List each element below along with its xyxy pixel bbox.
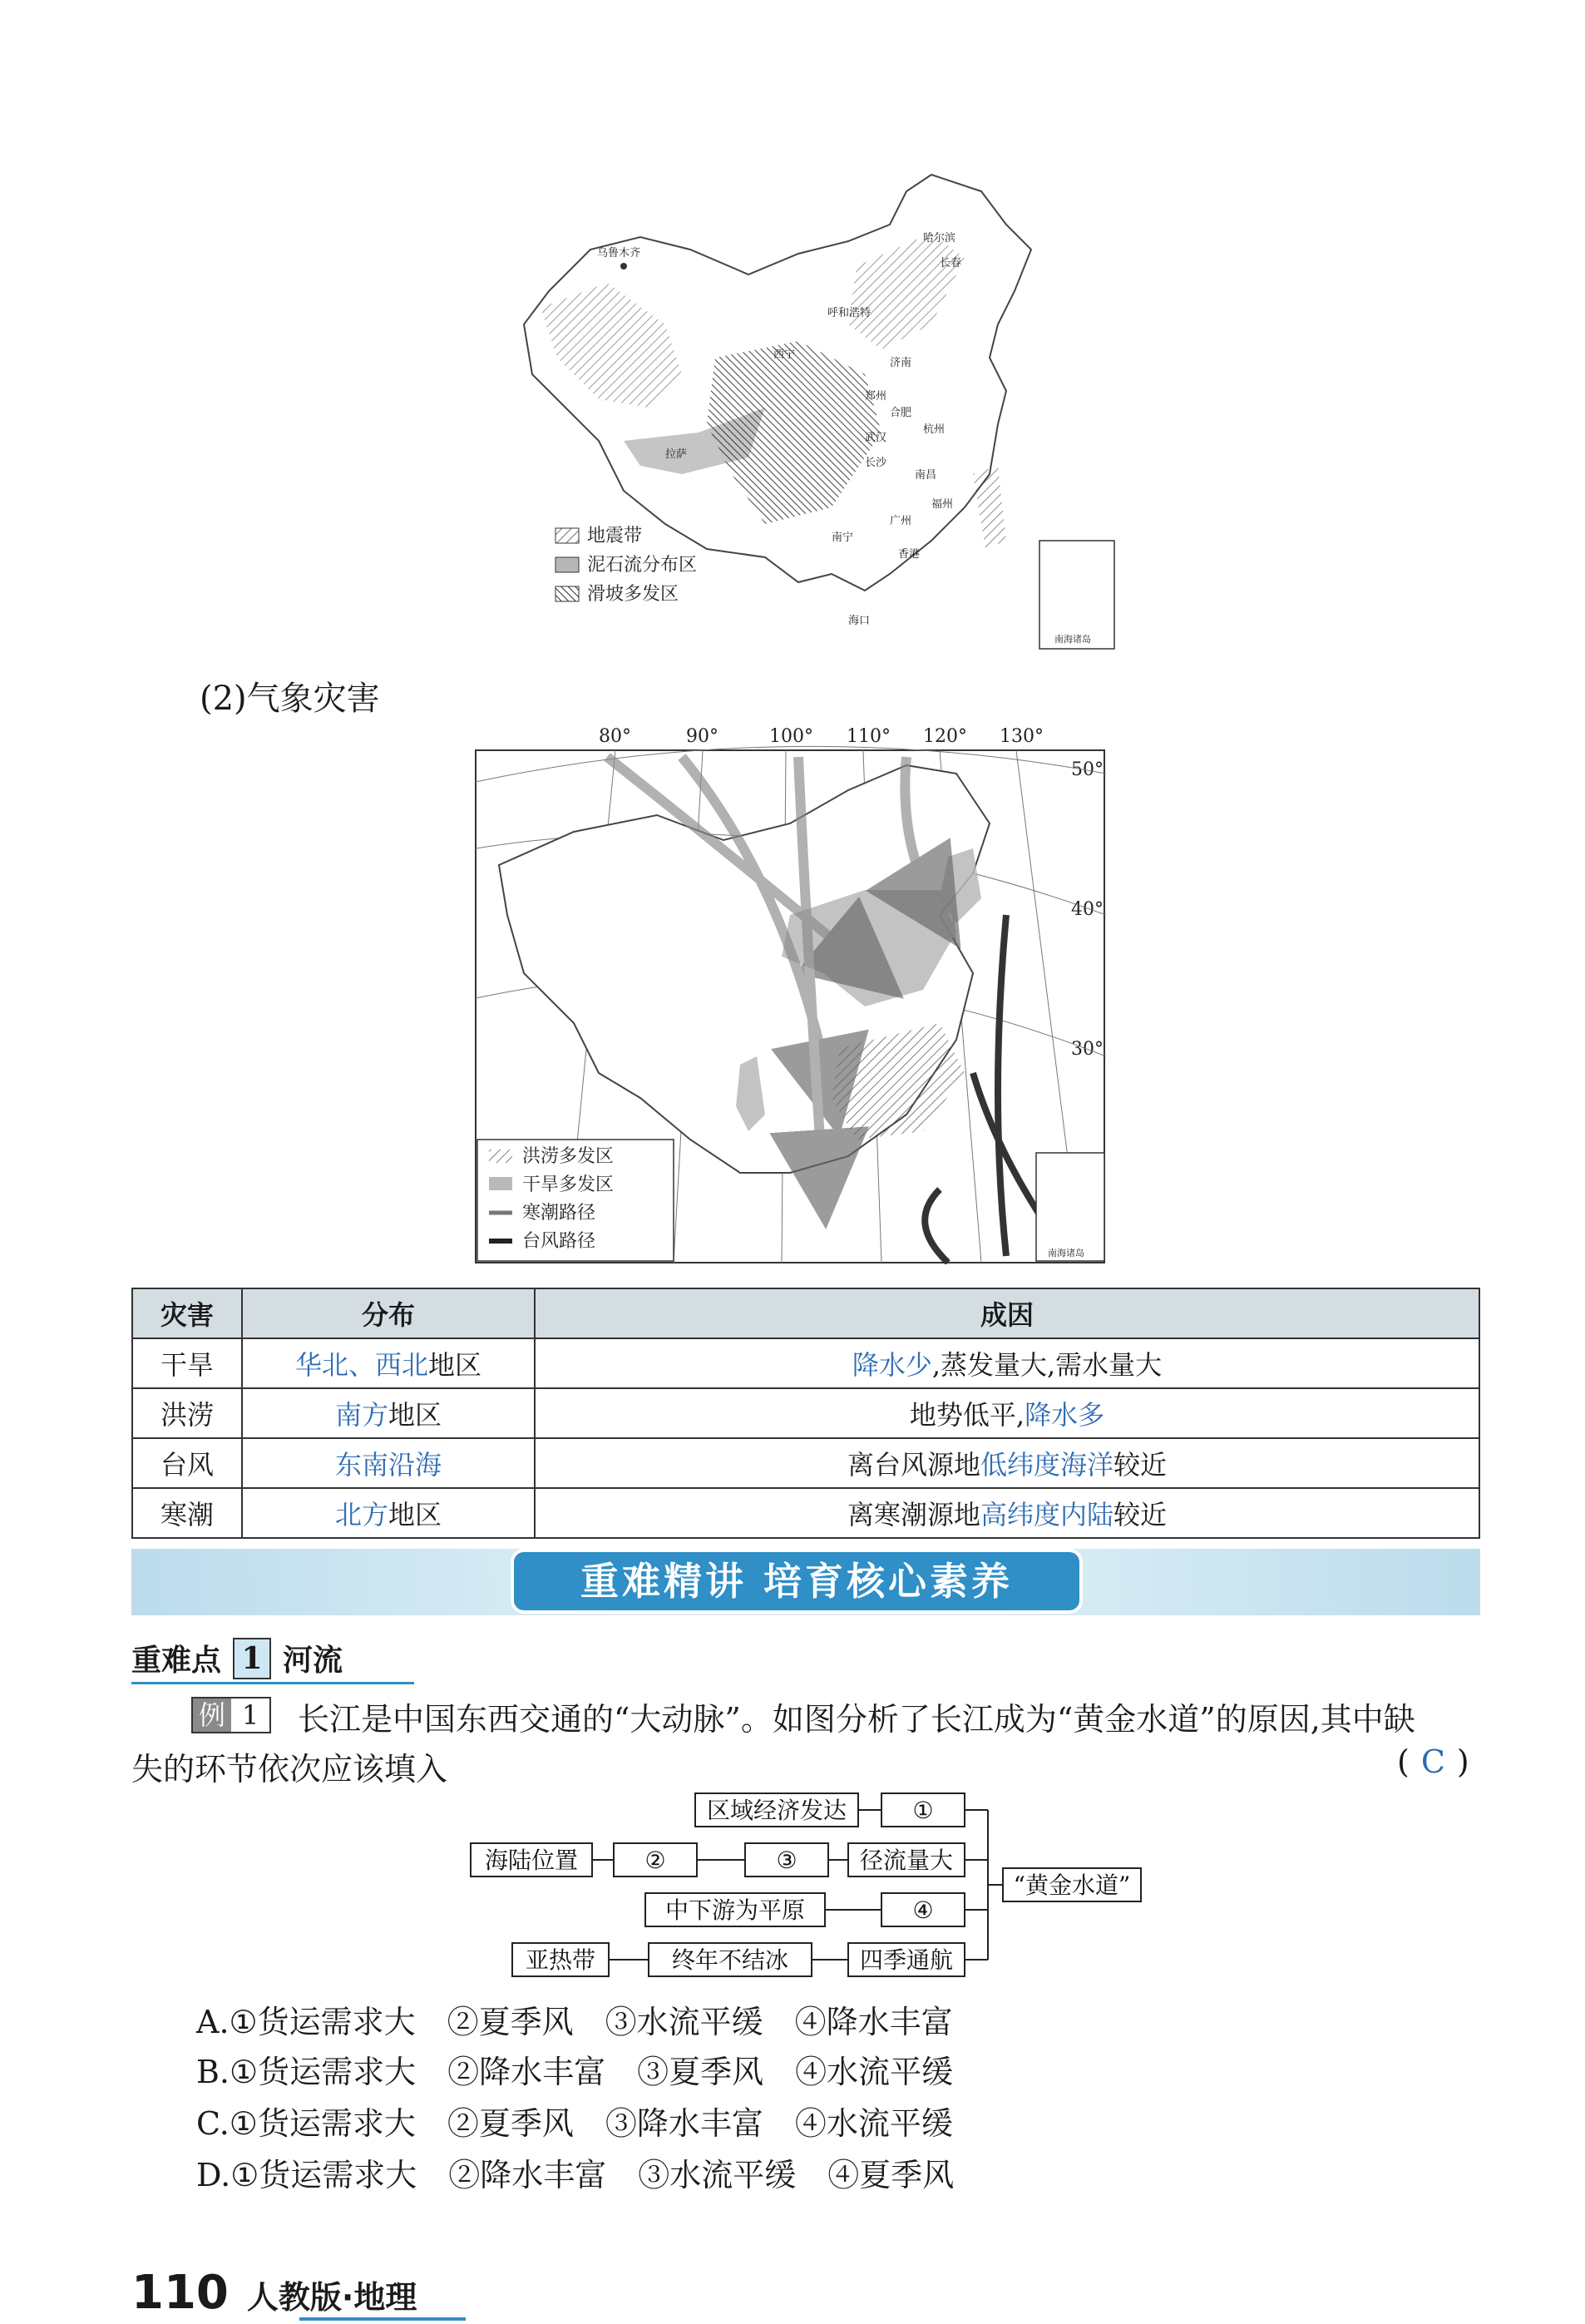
svg-text:30°: 30° [1071,1039,1104,1060]
publisher-label: 人教版·地理 [246,2279,417,2316]
flow-box-location: 海陆位置 [484,1847,579,1874]
svg-text:100°: 100° [769,726,813,747]
option-d: D.①货运需求大 ②降水丰富 ③水流平缓 ④夏季风 [196,2157,955,2193]
map1-inset [1039,541,1114,649]
flow-blank-2: ② [644,1847,666,1874]
svg-text:90°: 90° [686,726,718,747]
meteorological-disaster-map [474,724,1106,1264]
city-label: 哈尔滨 [923,232,956,245]
option-a: A.①货运需求大 ②夏季风 ③水流平缓 ④降水丰富 [196,2004,953,2040]
question-text-line2: 失的环节依次应该填入 [131,1751,448,1788]
legend-mudflow: 泥石流分布区 [587,555,698,576]
col-header-cause: 成因 [535,1288,1479,1338]
city-label: 南昌 [915,469,937,482]
city-label: 长沙 [865,457,887,469]
page-number: 110 [131,2266,229,2320]
key-point-heading [131,1637,343,1679]
question-answer: ( C ) [1397,1743,1469,1780]
flow-blank-3: ③ [776,1847,797,1874]
svg-text:南海诸岛: 南海诸岛 [1048,1248,1084,1258]
city-label: 西宁 [773,349,796,361]
legend-flood: 洪涝多发区 [522,1146,615,1167]
city-label: 长春 [940,257,962,269]
city-label: 南宁 [832,532,854,544]
legend-seismic: 地震带 [587,526,643,546]
svg-text:80°: 80° [599,726,631,747]
col-header-distribution: 分布 [242,1288,535,1338]
divider [131,1682,414,1684]
city-label: 海口 [848,615,871,627]
table-row: 干旱 华北、西北地区 降水少,蒸发量大,需水量大 [132,1338,1479,1388]
table-header-row [132,1288,1479,1338]
key-point-number: 1 [233,1638,271,1679]
question-text-line1: 长江是中国东西交通的“大动脉”。如图分析了长江成为“黄金水道”的原因,其中缺 [298,1701,1415,1738]
option-c: C.①货运需求大 ②夏季风 ③降水丰富 ④水流平缓 [196,2105,953,2142]
flow-blank-1: ① [912,1797,934,1824]
legend-drought: 干旱多发区 [522,1174,615,1195]
flow-box-subtropic: 亚热带 [525,1946,596,1974]
map2-legend [477,1140,674,1261]
table-row: 台风 东南沿海 离台风源地低纬度海洋较近 [132,1438,1479,1488]
city-label: 福州 [931,498,954,511]
map1-legend [555,526,697,605]
flow-box-plain: 中下游为平原 [664,1896,806,1924]
key-point-label: 重难点 [131,1644,222,1678]
city-dot [620,263,627,269]
city-label: 乌鲁木齐 [597,247,641,260]
svg-text:南海诸岛: 南海诸岛 [1054,634,1091,645]
city-label: 呼和浩特 [827,307,872,319]
city-label: 拉萨 [665,448,688,461]
flow-box-economy: 区域经济发达 [706,1797,847,1824]
svg-text:120°: 120° [923,726,967,747]
svg-text:50°: 50° [1071,759,1104,780]
geologic-disaster-map [499,158,1131,657]
disaster-table [131,1288,1480,1539]
example-badge: 例 1 [191,1697,271,1733]
key-point-topic: 河流 [283,1644,343,1678]
svg-text:40°: 40° [1071,899,1104,920]
flow-box-ice-free: 终年不结冰 [671,1946,789,1974]
page-footer [131,2266,417,2320]
flow-blank-4: ④ [912,1896,934,1924]
flow-box-runoff: 径流量大 [859,1847,954,1874]
legend-cold-wave: 寒潮路径 [522,1203,596,1224]
city-label: 杭州 [923,423,946,436]
city-label: 济南 [890,357,912,369]
city-label: 武汉 [865,432,887,444]
col-header-disaster: 灾害 [132,1288,242,1338]
section-heading-meteorological: (2)气象灾害 [200,680,380,718]
flow-box-navigation: 四季通航 [859,1946,954,1974]
city-label: 郑州 [865,390,887,403]
divider [299,2317,466,2321]
legend-typhoon: 台风路径 [522,1231,596,1252]
map2-inset [1036,1153,1104,1261]
answer-letter: C [1420,1743,1445,1780]
city-label: 香港 [898,548,921,561]
city-label: 合肥 [890,407,912,419]
svg-text:130°: 130° [1000,726,1044,747]
option-b: B.①货运需求大 ②降水丰富 ③夏季风 ④水流平缓 [196,2054,954,2090]
city-label: 广州 [890,515,912,527]
section-banner [131,1549,1480,1615]
table-row: 寒潮 北方地区 离寒潮源地高纬度内陆较近 [132,1488,1479,1538]
banner-title: 重难精讲 培育核心素养 [514,1552,1079,1610]
legend-landslide: 滑坡多发区 [587,584,679,605]
table-row: 洪涝 南方地区 地势低平,降水多 [132,1388,1479,1438]
svg-text:110°: 110° [847,726,891,747]
yangtze-flow-diagram [466,1788,1148,1988]
seismic-zone-taiwan [973,466,1006,549]
flow-box-golden-waterway: “黄金水道” [1013,1872,1131,1899]
